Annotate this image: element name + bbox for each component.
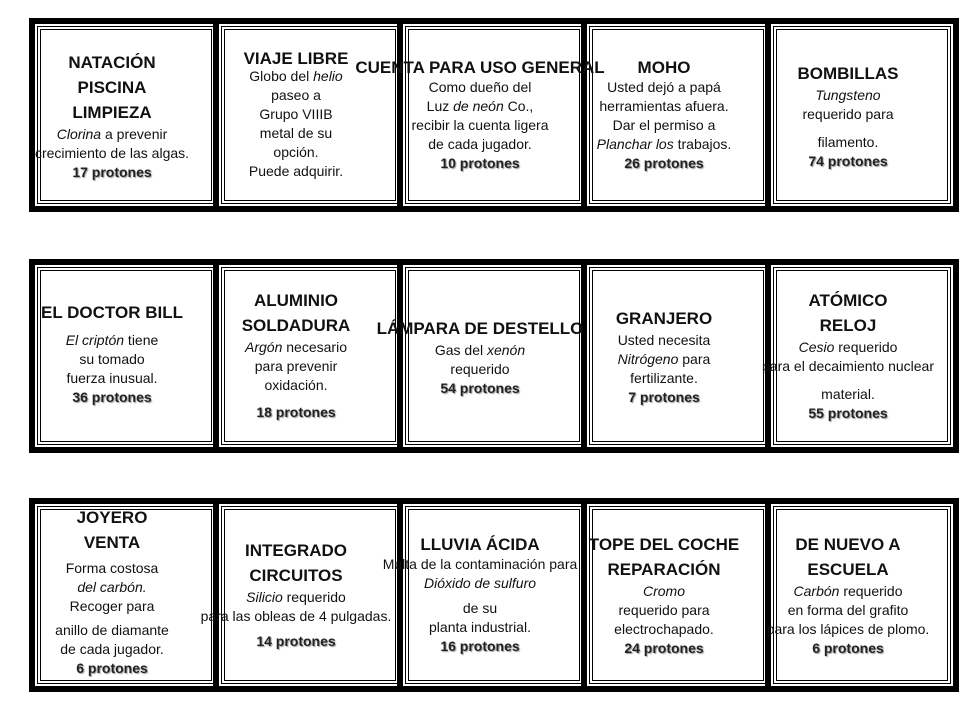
card-description-line xyxy=(762,376,934,385)
card-title-line: NATACIÓN xyxy=(68,53,156,72)
card-text-lluvia-acida xyxy=(383,532,578,655)
proton-count: 55 protones xyxy=(808,405,888,421)
card-description-line: Globo del helio xyxy=(249,68,343,84)
card-description xyxy=(41,331,183,388)
card-description-line: Puede adquirir. xyxy=(248,163,344,179)
card-text-granjero xyxy=(616,306,712,406)
card-title xyxy=(377,316,584,341)
proton-count: 74 protones xyxy=(808,153,888,169)
proton-count: 7 protones xyxy=(628,389,700,405)
card-text-cuenta-uso-general xyxy=(355,55,604,172)
card-description-line: oxidación. xyxy=(264,377,328,393)
card-text-integrado-circuitos xyxy=(201,538,392,650)
card-description xyxy=(35,125,189,163)
card-text-aluminio-soldadura xyxy=(242,288,351,421)
card-description-line: metal de su xyxy=(259,125,333,141)
card-description-line: Gas del xenón xyxy=(434,342,526,358)
card-title-line: VIAJE LIBRE xyxy=(243,49,349,68)
card-title xyxy=(589,532,740,582)
card-description xyxy=(201,588,392,626)
card-title-line: CIRCUITOS xyxy=(249,566,343,585)
card-description-line: fuerza inusual. xyxy=(66,370,158,386)
card-description-line: de cada jugador. xyxy=(60,641,164,657)
card-description xyxy=(797,86,898,152)
card-title-line: ATÓMICO xyxy=(808,291,888,310)
card-description-line: Forma costosa xyxy=(65,560,159,576)
card-description-line: Como dueño del xyxy=(428,79,532,95)
card-description-line: Cromo xyxy=(642,583,686,599)
card-description-line xyxy=(797,124,898,133)
proton-count: 18 protones xyxy=(256,404,336,420)
proton-count: 14 protones xyxy=(256,633,336,649)
card-title xyxy=(616,306,712,331)
card-title xyxy=(242,288,351,338)
card-description xyxy=(377,341,584,379)
proton-count: 10 protones xyxy=(440,155,520,171)
card-description-line: herramientas afuera. xyxy=(599,98,729,114)
card-description-line: para las obleas de 4 pulgadas. xyxy=(200,608,392,624)
card-description-line: planta industrial. xyxy=(429,619,531,635)
card-description-line: del carbón. xyxy=(77,579,147,595)
card-title-line: GRANJERO xyxy=(615,309,713,328)
card-title-line: ESCUELA xyxy=(807,560,889,579)
card-title xyxy=(762,288,934,338)
card-text-natacion xyxy=(35,50,189,181)
card-description xyxy=(597,78,732,154)
card-description-line: Dióxido de sulfuro xyxy=(423,575,537,591)
card-description-line: El criptón tiene xyxy=(65,332,159,348)
card-description-line: Cesio requerido xyxy=(798,339,898,355)
card-description xyxy=(244,67,349,181)
card-text-tope-coche xyxy=(589,532,740,657)
card-description-line: Nitrógeno para xyxy=(617,351,711,367)
card-title-line: INTEGRADO xyxy=(244,541,347,560)
card-title-line: TOPE DEL COCHE xyxy=(588,535,740,554)
card-title-line: LLUVIA ÁCIDA xyxy=(420,535,540,554)
card-description-line: filamento. xyxy=(817,134,879,150)
card-title-line: MOHO xyxy=(637,58,691,77)
card-description xyxy=(55,559,169,659)
proton-count: 26 protones xyxy=(624,155,704,171)
proton-count: 17 protones xyxy=(72,164,152,180)
card-description xyxy=(762,338,934,404)
card-title-line: BOMBILLAS xyxy=(797,64,899,83)
card-title xyxy=(35,50,189,125)
card-title-line: VENTA xyxy=(83,533,141,552)
card-title-line: PISCINA xyxy=(77,78,147,97)
card-description-line: opción. xyxy=(273,144,319,160)
proton-count: 6 protones xyxy=(76,660,148,676)
card-description-line: requerido para xyxy=(618,602,710,618)
card-title xyxy=(41,300,183,325)
card-text-viaje-libre xyxy=(244,46,349,181)
card-description-line: para prevenir xyxy=(254,358,338,374)
card-description-line: Recoger para xyxy=(69,598,155,614)
proton-count: 54 protones xyxy=(440,380,520,396)
card-description xyxy=(767,582,930,639)
card-description-line: Usted necesita xyxy=(617,332,711,348)
card-description-line: Silicio requerido xyxy=(246,589,346,605)
card-description-line: anillo de diamante xyxy=(55,622,169,638)
card-description-line: paseo a xyxy=(271,87,321,103)
card-title-line: CUENTA PARA USO GENERAL xyxy=(355,58,605,77)
card-description-line: Dar el permiso a xyxy=(612,117,716,133)
card-text-moho xyxy=(597,55,732,172)
card-description-line: material. xyxy=(821,386,875,402)
card-description xyxy=(242,338,351,395)
card-description-line: Usted dejó a papá xyxy=(607,79,721,95)
card-description-line: crecimiento de las algas. xyxy=(34,145,190,161)
card-title xyxy=(597,55,732,80)
card-title-line: LIMPIEZA xyxy=(72,103,152,122)
card-description-line: requerido xyxy=(450,361,510,377)
card-title xyxy=(383,532,578,557)
card-description-line: electrochapado. xyxy=(614,621,714,637)
card-description xyxy=(355,78,604,154)
card-description xyxy=(616,331,712,388)
card-description-line: Multa de la contaminación para xyxy=(382,556,578,572)
card-description-line: Luz de neón Co., xyxy=(426,98,534,114)
card-title-line: SOLDADURA xyxy=(241,316,351,335)
card-description-line: de cada jugador. xyxy=(428,136,532,152)
card-text-atomico-reloj xyxy=(762,288,934,422)
card-title-line: RELOJ xyxy=(819,316,877,335)
card-description-line: Planchar los trabajos. xyxy=(596,136,732,152)
card-description-line: en forma del grafito xyxy=(787,602,909,618)
card-description-line: Tungsteno xyxy=(815,87,881,103)
proton-count: 36 protones xyxy=(72,389,152,405)
card-title-line: DE NUEVO A xyxy=(795,535,901,554)
card-title xyxy=(55,505,169,555)
card-description xyxy=(383,555,578,637)
card-title-line: REPARACIÓN xyxy=(607,560,721,579)
proton-count: 6 protones xyxy=(812,640,884,656)
card-title-line: ALUMINIO xyxy=(253,291,339,310)
card-description-line: Carbón requerido xyxy=(793,583,903,599)
card-description-line: para el decaimiento nuclear xyxy=(762,358,934,374)
proton-count: 24 protones xyxy=(624,640,704,656)
card-description-line: recibir la cuenta ligera xyxy=(411,117,549,133)
card-description xyxy=(589,582,740,639)
card-title xyxy=(355,55,604,80)
card-title xyxy=(797,61,898,86)
card-description-line: de su xyxy=(462,600,498,616)
proton-count: 16 protones xyxy=(440,638,520,654)
card-description-line: Grupo VIIIB xyxy=(259,106,333,122)
card-title xyxy=(767,532,930,582)
card-description-line: para los lápices de plomo. xyxy=(766,621,930,637)
card-description-line: fertilizante. xyxy=(630,370,698,386)
card-text-de-nuevo-escuela xyxy=(767,532,930,657)
card-title-line: LÁMPARA DE DESTELLO xyxy=(376,319,584,338)
card-text-joyero-venta xyxy=(55,505,169,677)
card-text-lampara-destello xyxy=(377,316,584,397)
card-text-doctor-bill xyxy=(41,300,183,406)
card-description-line: Clorina a prevenir xyxy=(56,126,168,142)
card-description-line: su tomado xyxy=(79,351,145,367)
card-title xyxy=(201,538,392,588)
card-title-line: JOYERO xyxy=(76,508,148,527)
card-title-line: EL DOCTOR BILL xyxy=(41,303,183,322)
card-description-line: requerido para xyxy=(802,106,894,122)
card-description-line: Argón necesario xyxy=(245,339,347,355)
card-text-bombillas xyxy=(797,61,898,170)
